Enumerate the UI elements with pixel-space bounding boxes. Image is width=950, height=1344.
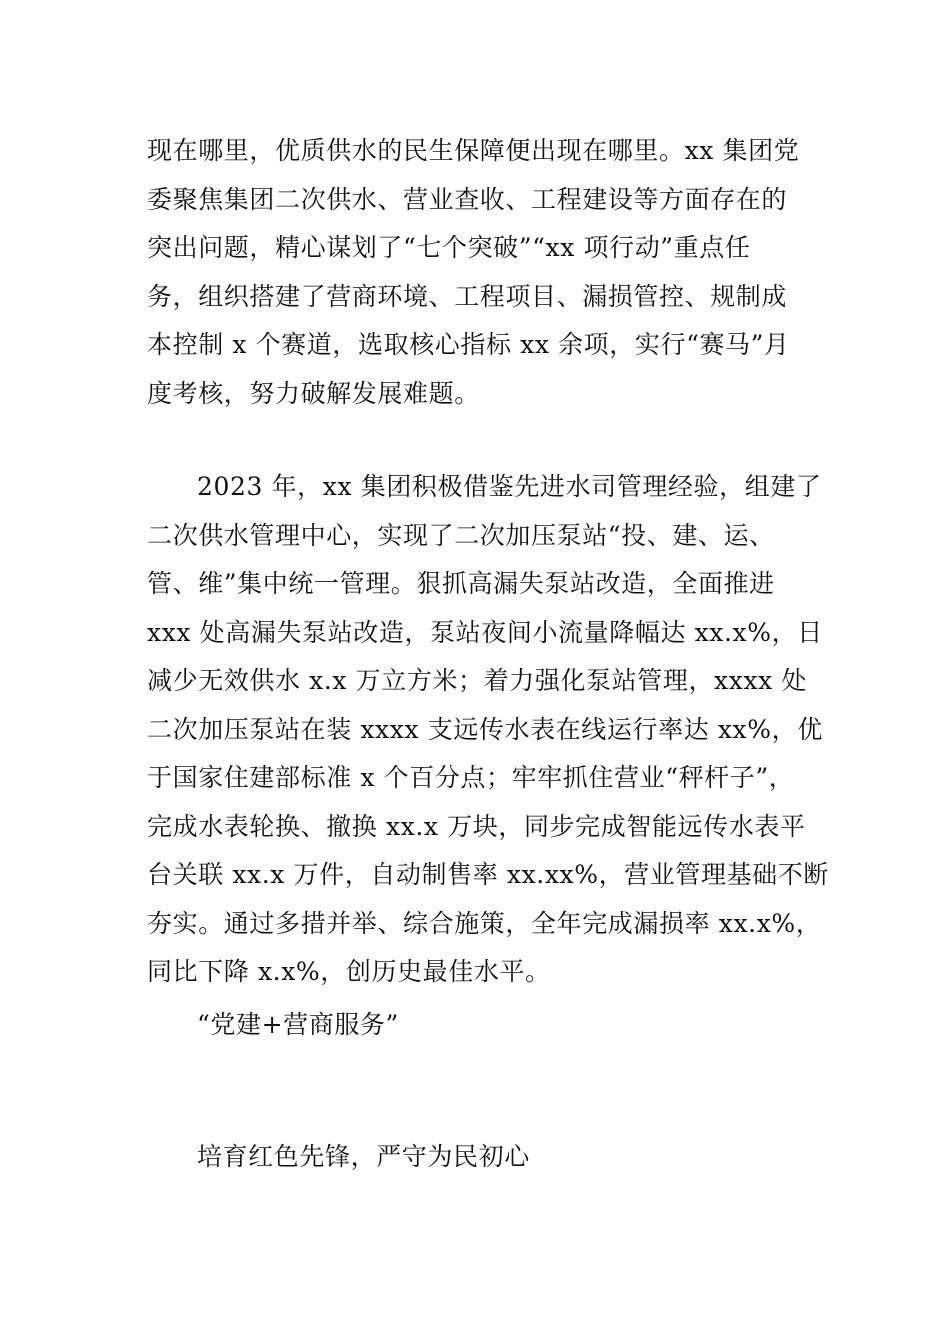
paragraph-line: 现在哪里，优质供水的民生保障便出现在哪里。xx 集团党 — [147, 136, 800, 165]
paragraph-line: 于国家住建部标准 x 个百分点；牢牢抓住营业“秤杆子”， — [147, 763, 795, 792]
paragraph-line: xxx 处高漏失泵站改造，泵站夜间小流量降幅达 xx.x%，日 — [147, 617, 823, 647]
paragraph-line: 突出问题，精心谋划了“七个突破”“xx 项行动”重点任 — [147, 233, 751, 262]
paragraph-line: 务，组织搭建了营商环境、工程项目、漏损管控、规制成 — [147, 281, 788, 311]
section-heading-party-building — [147, 1001, 807, 1050]
paragraph-2023-summary — [147, 463, 829, 997]
paragraph-line: 二次加压泵站在装 xxxx 支远传水表在线运行率达 xx%，优 — [147, 714, 823, 744]
section-subheading-text: 培育红色先锋，严守为民初心 — [197, 1142, 530, 1171]
paragraph-first-line: 2023 年，xx 集团积极借鉴先进水司管理经验，组建了 — [197, 472, 822, 501]
paragraph-line: 管、维”集中统一管理。狠抓高漏失泵站改造，全面推进 — [147, 569, 775, 598]
paragraph-line: 二次供水管理中心，实现了二次加压泵站“投、建、运、 — [147, 520, 775, 550]
paragraph-line: 本控制 x 个赛道，选取核心指标 xx 余项，实行“赛马”月 — [147, 330, 790, 359]
paragraph-line: 委聚焦集团二次供水、营业查收、工程建设等方面存在的 — [147, 184, 788, 214]
paragraph-continued — [147, 127, 807, 418]
section-subheading — [147, 1133, 807, 1182]
section-heading: “党建+营商服务” — [197, 1010, 399, 1039]
paragraph-line: 台关联 xx.x 万件，自动制售率 xx.xx%，营业管理基础不断 — [147, 860, 829, 889]
paragraph-line: 夯实。通过多措并举、综合施策，全年完成漏损率 xx.x%， — [147, 908, 822, 938]
paragraph-line: 减少无效供水 x.x 万立方米；着力强化泵站管理，xxxx 处 — [147, 666, 807, 695]
paragraph-line: 度考核，努力破解发展难题。 — [147, 378, 480, 408]
paragraph-line: 完成水表轮换、撤换 xx.x 万块，同步完成智能远传水表平 — [147, 811, 806, 841]
paragraph-line: 同比下降 x.x%，创历史最佳水平。 — [147, 957, 551, 986]
